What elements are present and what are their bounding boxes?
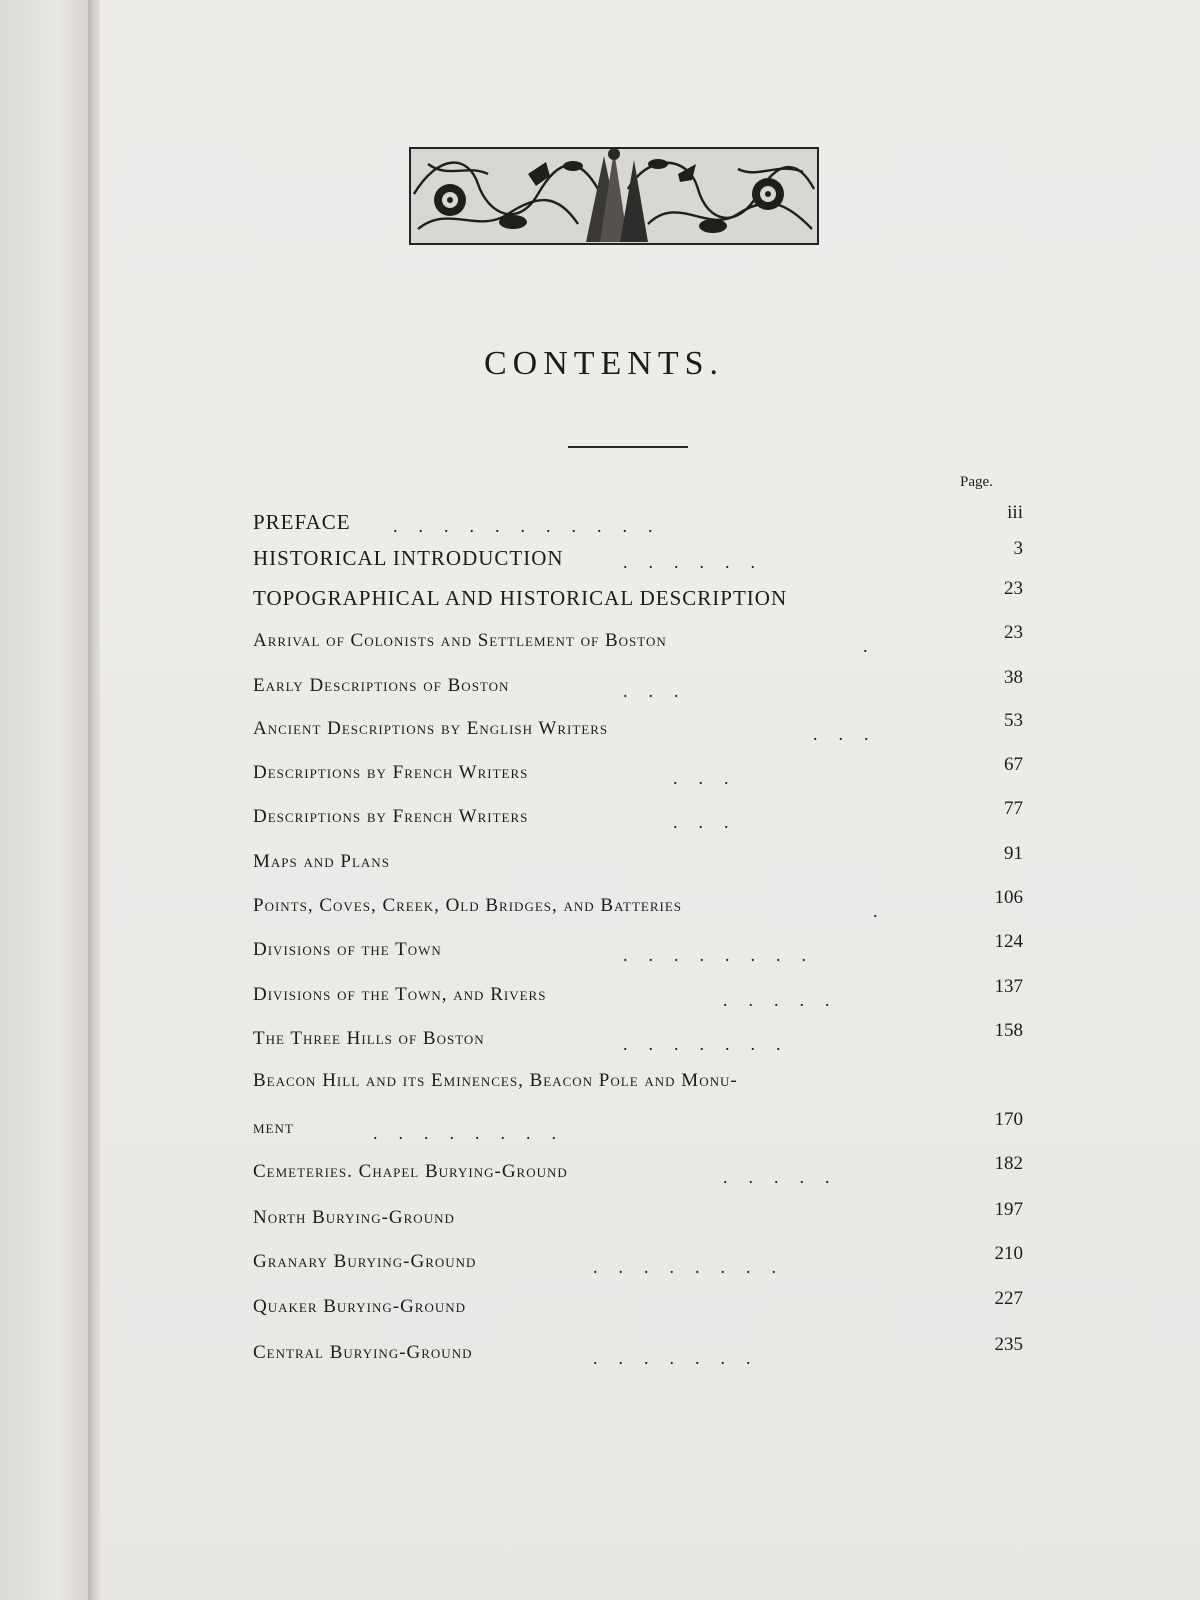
dot-leader: ........ xyxy=(373,1123,577,1143)
toc-entry xyxy=(253,1070,1023,1100)
toc-entry xyxy=(253,1020,1023,1058)
toc-entry-label: Arrival of Colonists and Settlement of Boston xyxy=(253,630,667,651)
toc-entry-page: 91 xyxy=(1004,843,1023,864)
toc-entry-label: Cemeteries. Chapel Burying-Ground xyxy=(253,1161,568,1182)
toc-entry-label: Early Descriptions of Boston xyxy=(253,675,510,696)
toc-entry xyxy=(253,1243,1023,1281)
toc-entry xyxy=(253,1109,1023,1147)
toc-entry xyxy=(253,1153,1023,1191)
toc-entry-page: 158 xyxy=(994,1020,1023,1041)
toc-entry-page: 182 xyxy=(994,1153,1023,1174)
toc-entry xyxy=(253,622,1023,660)
toc-entry-label: HISTORICAL INTRODUCTION xyxy=(253,546,564,570)
toc-entry xyxy=(253,710,1023,748)
dot-leader: . xyxy=(863,636,889,656)
toc-entry-label: Beacon Hill and its Eminences, Beacon Pole and Monu- xyxy=(253,1070,738,1091)
dot-leader: ........ xyxy=(623,945,827,965)
toc-entry-page: 3 xyxy=(1013,538,1023,559)
toc-entry xyxy=(253,667,1023,705)
toc-entry-page: 170 xyxy=(994,1109,1023,1130)
toc-entry-page: 106 xyxy=(994,887,1023,908)
toc-entry-label: North Burying-Ground xyxy=(253,1207,455,1228)
dot-leader: ... xyxy=(813,724,890,744)
dot-leader: ..... xyxy=(723,1167,851,1187)
toc-entry-page: 137 xyxy=(994,976,1023,997)
toc-entry-label: ment xyxy=(253,1117,294,1138)
toc-entry-page: 38 xyxy=(1004,667,1023,688)
toc-entry-page: 23 xyxy=(1004,578,1023,599)
toc-entry xyxy=(253,538,1023,576)
toc-entry-label: The Three Hills of Boston xyxy=(253,1028,485,1049)
toc-entry-label: PREFACE xyxy=(253,510,351,534)
toc-entry-label: TOPOGRAPHICAL AND HISTORICAL DESCRIPTION xyxy=(253,586,788,610)
dot-leader: ... xyxy=(673,812,750,832)
dot-leader: ..... xyxy=(723,990,851,1010)
toc-entry-label: Divisions of the Town, and Rivers xyxy=(253,984,547,1005)
toc-entry-label: Divisions of the Town xyxy=(253,939,442,960)
toc-entry-page: 235 xyxy=(994,1334,1023,1355)
page-column-label: Page. xyxy=(960,474,993,490)
toc-entry xyxy=(253,887,1023,925)
dot-leader: ....... xyxy=(593,1348,772,1368)
toc-entry-page: 23 xyxy=(1004,622,1023,643)
toc-entry-page: 197 xyxy=(994,1199,1023,1220)
toc-entry-page: 67 xyxy=(1004,754,1023,775)
toc-entry-label: Descriptions by French Writers xyxy=(253,762,529,783)
toc-entry xyxy=(253,1288,1023,1326)
dot-leader: ... xyxy=(623,681,700,701)
dot-leader: ........... xyxy=(393,516,674,536)
toc-entry xyxy=(253,502,1023,540)
toc-entry xyxy=(253,976,1023,1014)
toc-entry xyxy=(253,843,1023,881)
dot-leader: ........ xyxy=(593,1257,797,1277)
toc-entry-page: 210 xyxy=(994,1243,1023,1264)
dot-leader: . xyxy=(873,901,899,921)
toc-entry-label: Ancient Descriptions by English Writers xyxy=(253,718,609,739)
toc-entry-label: Granary Burying-Ground xyxy=(253,1251,477,1272)
toc-entry-label: Points, Coves, Creek, Old Bridges, and Batteries xyxy=(253,895,683,916)
dot-leader: ....... xyxy=(623,1034,802,1054)
toc-entry-label: Quaker Burying-Ground xyxy=(253,1296,467,1317)
toc-entry-page: 124 xyxy=(994,931,1023,952)
dot-leader: ...... xyxy=(623,552,776,572)
toc-entry-page: 77 xyxy=(1004,798,1023,819)
toc-entry xyxy=(253,1199,1023,1237)
toc-entry-page: 53 xyxy=(1004,710,1023,731)
toc-entry-label: Central Burying-Ground xyxy=(253,1342,473,1363)
toc-entry xyxy=(253,931,1023,969)
toc-entry xyxy=(253,754,1023,792)
toc-entry xyxy=(253,798,1023,836)
toc-entry xyxy=(253,578,1023,616)
dot-leader: ... xyxy=(673,768,750,788)
toc-entry-label: Descriptions by French Writers xyxy=(253,806,529,827)
page-title: CONTENTS. xyxy=(483,345,725,382)
toc-entry xyxy=(253,1334,1023,1372)
toc-entry-page: 227 xyxy=(994,1288,1023,1309)
toc-entry-page: iii xyxy=(1007,502,1023,523)
toc-entry-label: Maps and Plans xyxy=(253,851,390,872)
